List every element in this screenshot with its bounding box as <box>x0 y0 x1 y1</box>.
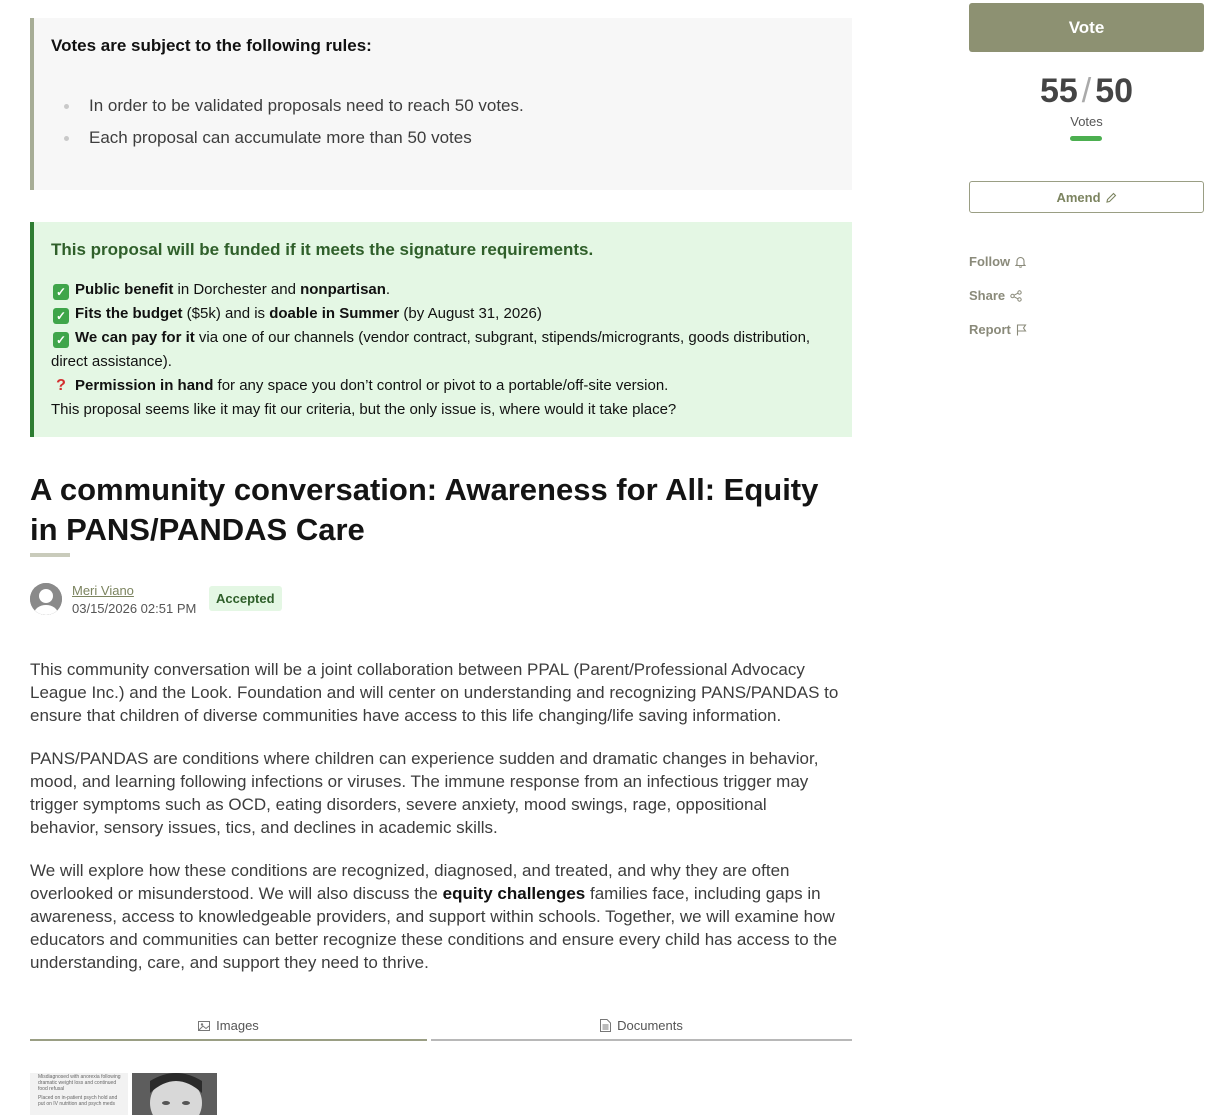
publish-date: 03/15/2026 02:51 PM <box>72 601 197 616</box>
funding-criteria <box>51 278 841 422</box>
attachment-tabs <box>30 1015 852 1041</box>
author-name-link[interactable]: Meri Viano <box>72 583 134 598</box>
body-paragraph: PANS/PANDAS are conditions where children can experience sudden and dramatic changes in behavior, mood, and learning following infections or viruses. The immune response from an infectious trigger may trigger symptoms such as OCD, eating disorders, severe anxiety, mood swings, rage, oppositional behavior, sensory issues, tics, and declines in academic skills. <box>30 749 819 837</box>
vote-rule-item: In order to be validated proposals need to reach 50 votes. <box>51 96 524 128</box>
bell-icon <box>1015 256 1026 268</box>
criteria-line: ✓ We can pay for it via one of our channels (vendor contract, subgrant, stipends/microgrants, goods distribution, direct assistance). <box>51 329 811 370</box>
body-paragraph: We will explore how these conditions are recognized, diagnosed, and treated, and why they are often overlooked or misunderstood. We will also discuss the equity challenges families face, including gaps in awareness, access to knowledgeable providers, and support within schools. Together, we will examine how educators and communities can better recognize these conditions and ensure every child has access to the understanding, care, and support they need to thrive. <box>30 861 838 972</box>
check-icon: ✓ <box>53 284 69 300</box>
check-icon: ✓ <box>53 332 69 348</box>
follow-button[interactable]: Follow <box>969 254 1026 269</box>
report-button[interactable]: Report <box>969 322 1027 337</box>
status-badge: Accepted <box>209 586 282 611</box>
pencil-icon <box>1106 192 1117 203</box>
criteria-line: ? Permission in hand for any space you don’t control or pivot to a portable/off-site version. <box>51 374 841 398</box>
body-paragraph: This community conversation will be a joint collaboration between PPAL (Parent/Professional Advocacy League Inc.) and the Look. Foundation and will center on understanding and recognizing PANS/PANDAS to ensure that children of diverse communities have access to this life changing/life saving information. <box>30 660 839 725</box>
vote-rule-item: Each proposal can accumulate more than 50 votes <box>51 128 524 160</box>
page-title: A community conversation: Awareness for All: Equity in PANS/PANDAS Care <box>30 472 819 547</box>
share-button[interactable]: Share <box>969 288 1022 303</box>
criteria-line: ✓ Public benefit in Dorchester and nonpartisan. <box>51 278 841 302</box>
tab-images[interactable]: Images <box>30 1015 427 1041</box>
document-icon <box>600 1019 611 1032</box>
avatar[interactable] <box>30 583 62 615</box>
funding-title: This proposal will be funded if it meets the signature requirements. <box>51 240 594 259</box>
vote-rules-list <box>51 96 524 160</box>
amend-button[interactable]: Amend <box>969 181 1204 213</box>
funding-callout <box>30 222 852 437</box>
tab-documents[interactable]: Documents <box>431 1015 852 1041</box>
criteria-line: ✓ Fits the budget ($5k) and is doable in Summer (by August 31, 2026) <box>51 302 841 326</box>
image-thumbnail[interactable]: Misdiagnosed with anorexia following dramatic weight loss and continued food refusal Placed on in-patient psych hold and put on IV nutrition and psych meds <box>30 1073 128 1115</box>
criteria-note: This proposal seems like it may fit our criteria, but the only issue is, where would it take place? <box>51 401 677 418</box>
vote-rules-box <box>30 18 852 190</box>
question-icon: ? <box>56 377 66 394</box>
share-icon <box>1010 290 1022 302</box>
user-icon <box>30 583 62 615</box>
image-thumbnail[interactable] <box>132 1073 217 1115</box>
vote-counter: 55 / 50 <box>1039 72 1134 110</box>
vote-button[interactable]: Vote <box>969 3 1204 52</box>
proposal-body <box>30 658 840 994</box>
vote-rules-title: Votes are subject to the following rules: <box>51 36 372 55</box>
title-underline <box>30 553 70 557</box>
vote-progress-bar <box>1070 136 1102 141</box>
votes-label: Votes <box>1070 114 1103 129</box>
check-icon: ✓ <box>53 308 69 324</box>
flag-icon <box>1016 324 1027 336</box>
image-icon <box>198 1020 210 1032</box>
